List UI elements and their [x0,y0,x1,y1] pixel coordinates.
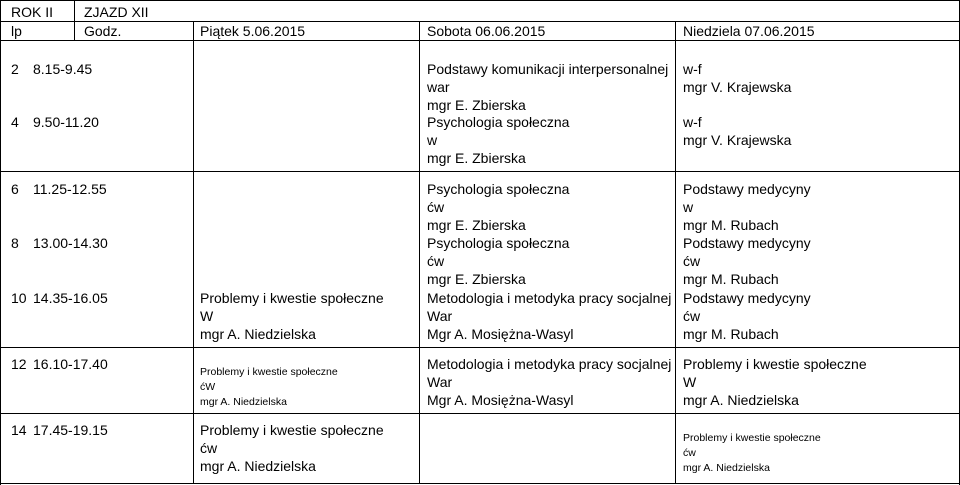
class-teacher: mgr A. Niedzielska [683,462,770,474]
class-teacher: mgr E. Zbierska [427,97,526,113]
class-type: W [683,374,697,390]
class-type: ćw [683,308,701,324]
class-subject: Psychologia społeczna [427,235,570,251]
session-label: ZJAZD XII [84,4,149,20]
class-type: ćw [200,440,218,456]
class-subject: Podstawy komunikacji interpersonalnej [427,61,669,77]
class-teacher: mgr E. Zbierska [427,150,526,166]
class-type: ćw [427,253,445,269]
class-subject: Problemy i kwestie społeczne [200,290,384,306]
class-teacher: mgr A. Niedzielska [200,396,287,408]
class-subject: Podstawy medycyny [683,235,811,251]
class-type: war [427,79,450,95]
sunday-header: Niedziela 07.06.2015 [683,23,815,39]
class-subject: Problemy i kwestie społeczne [200,366,338,378]
class-teacher: mgr A. Niedzielska [200,458,316,474]
class-subject: Psychologia społeczna [427,114,570,130]
col-line-godz [193,21,194,483]
row-lp: 14 [11,422,27,438]
bottom-border [0,483,960,484]
class-subject: Metodologia i metodyka pracy socjalnej [427,356,672,372]
class-teacher: Mgr A. Mosiężna-Wasyl [427,392,574,408]
class-teacher: Mgr A. Mosiężna-Wasyl [427,326,574,342]
row-lp: 10 [11,290,27,306]
class-type: ćW [200,381,216,393]
class-subject: Metodologia i metodyka pracy socjalnej [427,290,672,306]
class-subject: Problemy i kwestie społeczne [200,422,384,438]
class-type: w [427,132,438,148]
top-border [0,0,960,1]
section-line-1 [0,171,960,172]
class-teacher: mgr M. Rubach [683,271,779,287]
friday-header: Piątek 5.06.2015 [200,23,306,39]
row-lp: 4 [11,114,19,130]
class-teacher: mgr A. Niedzielska [683,392,799,408]
row-time: 11.25-12.55 [33,181,107,197]
class-teacher: mgr V. Krajewska [683,132,792,148]
class-subject: Problemy i kwestie społeczne [683,356,867,372]
section-line-3 [0,413,960,414]
class-subject: Podstawy medycyny [683,290,811,306]
section-line-2 [0,347,960,348]
class-subject: w-f [683,114,702,130]
row-lp: 12 [11,356,27,372]
col-line-fri [419,21,420,483]
class-subject: w-f [683,61,702,77]
col-line-sat [675,21,676,483]
row-time: 13.00-14.30 [33,235,108,251]
class-teacher: mgr M. Rubach [683,326,779,342]
class-teacher: mgr E. Zbierska [427,271,526,287]
class-subject: Psychologia społeczna [427,181,570,197]
class-teacher: mgr V. Krajewska [683,79,792,95]
row-time: 8.15-9.45 [33,61,93,77]
class-type: War [427,308,453,324]
class-type: ćw [427,199,445,215]
row-lp: 8 [11,235,19,251]
row-lp: 6 [11,181,19,197]
godz-header: Godz. [84,23,122,39]
row-time: 17.45-19.15 [33,422,108,438]
row-lp: 2 [11,61,19,77]
year-label: ROK II [11,4,54,20]
left-border [0,0,1,485]
class-type: ćw [683,447,696,459]
header-row-line-2 [0,40,960,41]
lp-header: lp [11,23,22,39]
class-type: ćw [683,253,701,269]
class-type: w [683,199,694,215]
row-time: 14.35-16.05 [33,290,108,306]
row-time: 9.50-11.20 [33,114,99,130]
saturday-header: Sobota 06.06.2015 [427,23,546,39]
class-teacher: mgr E. Zbierska [427,217,526,233]
row-time: 16.10-17.40 [33,356,108,372]
class-subject: Podstawy medycyny [683,181,811,197]
class-teacher: mgr A. Niedzielska [200,326,316,342]
class-teacher: mgr M. Rubach [683,217,779,233]
class-subject: Problemy i kwestie społeczne [683,432,821,444]
class-type: W [200,308,214,324]
class-type: War [427,374,453,390]
col-line-lp [74,0,75,40]
